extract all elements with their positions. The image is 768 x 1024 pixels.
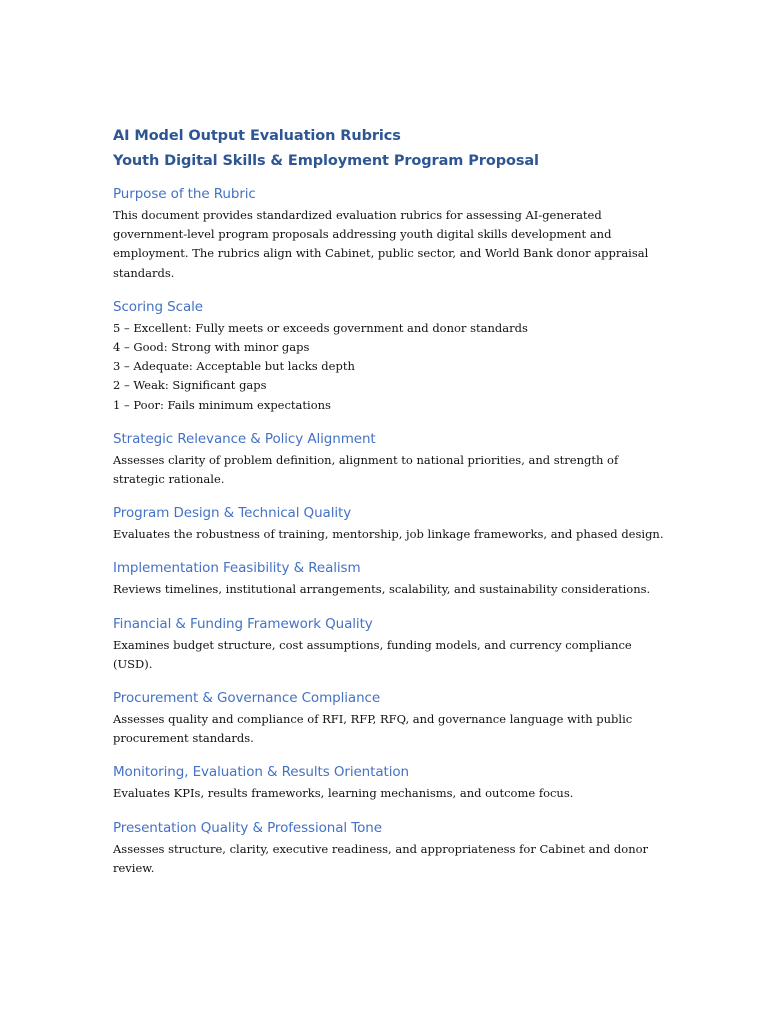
section-procurement-governance [113, 688, 673, 748]
scale-item: 2 – Weak: Significant gaps [113, 378, 267, 393]
section-body: Assesses quality and compliance of RFI, RFP, RFQ, and governance language with public procurement standards. [113, 712, 633, 746]
document-page [113, 124, 673, 892]
scale-item: 5 – Excellent: Fully meets or exceeds government and donor standards [113, 320, 528, 335]
section-scoring-scale [113, 297, 673, 415]
section-body: Reviews timelines, institutional arrangements, scalability, and sustainability considerations. [113, 582, 651, 597]
scale-item: 3 – Adequate: Acceptable but lacks depth [113, 359, 355, 374]
section-heading: Financial & Funding Framework Quality [113, 615, 373, 632]
section-heading: Procurement & Governance Compliance [113, 690, 381, 707]
section-strategic-relevance [113, 429, 673, 489]
section-purpose [113, 184, 673, 283]
section-body: Assesses clarity of problem definition, alignment to national priorities, and strength of strategic rationale. [113, 452, 619, 487]
section-body: Assesses structure, clarity, executive readiness, and appropriateness for Cabinet and donor review. [113, 841, 649, 875]
section-heading: Presentation Quality & Professional Tone [113, 819, 382, 836]
document-subtitle: Youth Digital Skills & Employment Program Proposal [113, 153, 539, 169]
section-monitoring-evaluation [113, 762, 673, 803]
section-body: Evaluates KPIs, results frameworks, learning mechanisms, and outcome focus. [113, 786, 574, 801]
scoring-scale-list [113, 319, 673, 415]
section-body: Examines budget structure, cost assumptions, funding models, and currency compliance (USD). [113, 637, 632, 671]
section-heading: Purpose of the Rubric [113, 186, 256, 202]
section-heading: Program Design & Technical Quality [113, 505, 352, 522]
scale-item: 4 – Good: Strong with minor gaps [113, 340, 310, 355]
scale-item: 1 – Poor: Fails minimum expectations [113, 397, 331, 412]
section-heading: Monitoring, Evaluation & Results Orientation [113, 764, 409, 781]
document-title: AI Model Output Evaluation Rubrics [113, 128, 401, 144]
document-title-block [113, 124, 673, 174]
section-presentation-quality [113, 818, 673, 878]
section-heading: Strategic Relevance & Policy Alignment [113, 430, 376, 447]
section-heading: Scoring Scale [113, 298, 203, 315]
section-heading: Implementation Feasibility & Realism [113, 560, 361, 577]
section-program-design [113, 503, 673, 544]
section-implementation-feasibility [113, 558, 673, 599]
section-body: Evaluates the robustness of training, mentorship, job linkage frameworks, and phased design. [113, 527, 664, 542]
section-financial-framework [113, 614, 673, 674]
section-body: This document provides standardized evaluation rubrics for assessing AI-generated government-level program proposals addressing youth digital skills development and employment. The rubrics align with Cabinet, public sector, and World Bank donor appraisal standards. [113, 208, 649, 280]
